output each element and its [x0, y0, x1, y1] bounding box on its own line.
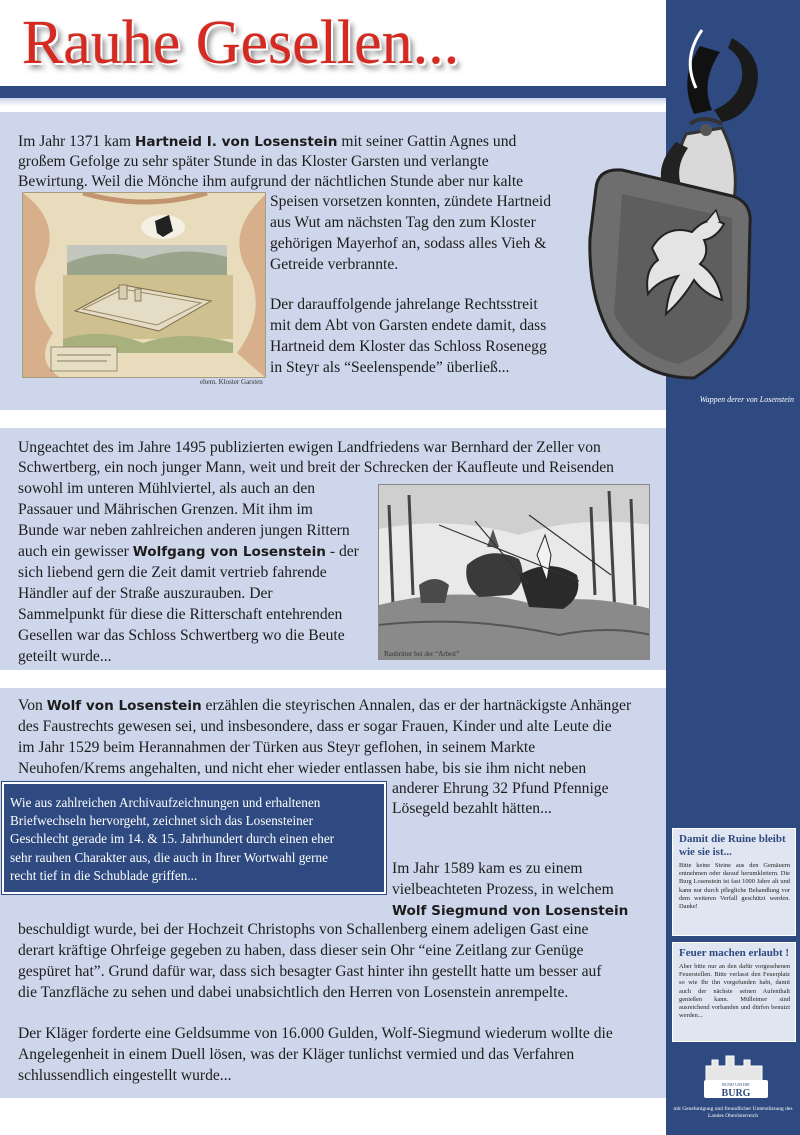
section1-line: großem Gefolge zu sehr später Stunde in das Kloster Garsten und verlangte [18, 153, 489, 170]
section3-line: Lösegeld bezahlt hätten... [392, 800, 552, 817]
section1-line: aus Wut am nächsten Tag den zum Kloster [270, 214, 536, 231]
section1-line: Getreide verbrannte. [270, 256, 399, 273]
section3-line: des Faustrechts gewesen sei, und insbesondere, dass er sogar Frauen, Kinder und alte Leute die [18, 718, 612, 735]
section1-line: gehörigen Mayerhof an, sodass alles Vieh & [270, 235, 547, 252]
section2-line: Ungeachtet des im Jahre 1495 publizierten ewigen Landfriedens war Bernhard der Zeller von [18, 439, 601, 456]
losenstein-coat-of-arms [582, 18, 798, 396]
section3-line: Im Jahr 1589 kam es zu einem [392, 860, 583, 877]
name-wolf-siegmund: Wolf Siegmund von Losenstein [392, 903, 629, 919]
burg-logo [700, 1052, 772, 1104]
name-hartneid: Hartneid I. von Losenstein [134, 134, 338, 150]
quote-text [10, 794, 382, 885]
coat-of-arms-caption: Wappen derer von Losenstein [699, 395, 794, 404]
credit-text: mit Genehmigung und freundlicher Unterstützung des Landes Oberösterreich [673, 1106, 793, 1119]
notice-title: Damit die Ruine bleibt wie sie ist... [679, 833, 786, 858]
robber-knights-illustration [379, 485, 650, 660]
section3-line: Von Wolf von Losenstein erzählen die steyrischen Annalen, das er der hartnäckigste Anhänger [18, 697, 632, 714]
section3-line: vielbeachteten Prozess, in welchem [392, 881, 614, 898]
quote-box [2, 782, 386, 894]
section1-line: Der darauffolgende jahrelange Rechtsstreit [270, 296, 538, 313]
section3-line: anderer Ehrung 32 Pfund Pfennige [392, 780, 609, 797]
title-divider-shade [0, 98, 666, 106]
section3-line: Angelegenheit in einem Duell lösen, was der Kläger tunlichst vermied und das Verfahren [18, 1046, 575, 1063]
notice-body: Bitte keine Steine aus den Gemäuern entnehmen oder darauf herumklettern. Die Burg Losenstein ist fast 1000 Jahre alt und kann nur durch pflegliche Behandlung vor dem weiteren Verfall geschützt werden. Danke! [679, 862, 790, 911]
garsten-monastery-engraving [22, 192, 266, 378]
section2-line: sowohl im unteren Mühlviertel, als auch an den [18, 480, 316, 497]
monastery-illustration [23, 193, 266, 378]
section3-line: gespüret hat”. Grund dafür war, dass sich besagter Gast hinter ihn gestellt hatte um besser auf [18, 963, 602, 980]
section3-line: die Tanzfläche zu sehen und dabei unabsichtlich den Herren von Losenstein anrempelte. [18, 984, 569, 1001]
image-caption: Raubritter bei der “Arbeit” [384, 650, 460, 658]
section2-line: Händler auf der Straße auszurauben. Der [18, 585, 273, 602]
section1-line: in Steyr als “Seelenspende” überließ... [270, 359, 510, 376]
image-caption: ehem. Kloster Garsten [200, 378, 263, 386]
section2-line: Schwertberg, ein noch junger Mann, weit und breit der Schrecken der Kaufleute und Reisenden [18, 459, 614, 476]
name-wolf: Wolf von Losenstein [46, 698, 202, 714]
section1-line: Speisen vorsetzen konnten, zündete Hartneid [270, 193, 552, 210]
logo-main-text: BURG [721, 1088, 751, 1099]
robber-knights-engraving [378, 484, 650, 660]
section3-line: beschuldigt wurde, bei der Hochzeit Christophs von Schallenberg einem adeligen Gast eine [18, 921, 589, 938]
section3-line: schlussendlich eingestellt wurde... [18, 1067, 232, 1084]
section2-line: geteilt wurde... [18, 648, 112, 665]
section2-line: Gesellen war das Schloss Schwertberg wo die Beute [18, 627, 345, 644]
section2-line: sich liebend gern die Zeit damit vertrieb fahrende [18, 564, 327, 581]
notice-fire-allowed [672, 942, 796, 1042]
section3-line: derart kräftige Ohrfeige gegeben zu haben, dass dieser sein Ohr “eine Zeitlang zur Genüge [18, 942, 584, 959]
section2-line: Passauer und Mährischen Grenzen. Mit ihm im [18, 501, 313, 518]
section1-line: mit dem Abt von Garsten endete damit, dass [270, 317, 547, 334]
name-wolfgang: Wolfgang von Losenstein [132, 544, 326, 560]
quote-line: Geschlecht gerade im 14. & 15. Jahrhundert durch einen eher [10, 831, 335, 847]
quote-line: sehr rauhen Charakter aus, die auch in Ihrer Wortwahl gerne [10, 849, 328, 865]
section2-line: auch ein gewisser Wolfgang von Losenstein - der [18, 543, 359, 560]
notice-ruin-preservation [672, 828, 796, 936]
title-divider [0, 86, 666, 98]
section3-line: Der Kläger forderte eine Geldsumme von 16.000 Gulden, Wolf-Siegmund wiederum wollte die [18, 1025, 613, 1042]
section1-line: Im Jahr 1371 kam Hartneid I. von Losenstein mit seiner Gattin Agnes und [18, 133, 517, 150]
section2-line: Sammelpunkt für diese die Ritterschaft entehrenden [18, 606, 343, 623]
section1-line: Bewirtung. Weil die Mönche ihm aufgrund der nächtlichen Stunde aber nur kalte [18, 173, 524, 190]
notice-body: Aber bitte nur an den dafür vorgesehenen Feuerstellen. Bitte verlasst den Feuerplatz so wie Ihr ihn vorgefunden habt, damit auch der nächste seinen Aufenthalt genießen kann. Mülleimer sind ausreichend vorhanden und dürfen benutzt werden... [679, 963, 790, 1020]
page-title: Rauhe Gesellen... [22, 9, 460, 77]
quote-line: Wie aus zahlreichen Archivaufzeichnungen und erhaltenen [10, 795, 321, 810]
section2-line: Bunde war neben zahlreichen anderen jungen Rittern [18, 522, 350, 539]
notice-title: Feuer machen erlaubt ! [679, 947, 790, 959]
quote-line: Briefwechseln hervorgeht, zeichnet sich das Losensteiner [10, 813, 313, 829]
logo-top-text: RUND UM DIE [722, 1082, 750, 1087]
section1-line: Hartneid dem Kloster das Schloss Rosenegg [270, 338, 547, 355]
quote-line: recht tief in die Schublade griffen... [10, 867, 198, 883]
section3-line: im Jahr 1529 beim Herannahmen der Türken aus Steyr geflohen, in seinem Markte [18, 739, 536, 756]
section3-line: Neuhofen/Krems angehalten, und nicht eher wieder entlassen habe, bis sie ihm nicht neben [18, 760, 587, 777]
section3-line [392, 901, 662, 921]
